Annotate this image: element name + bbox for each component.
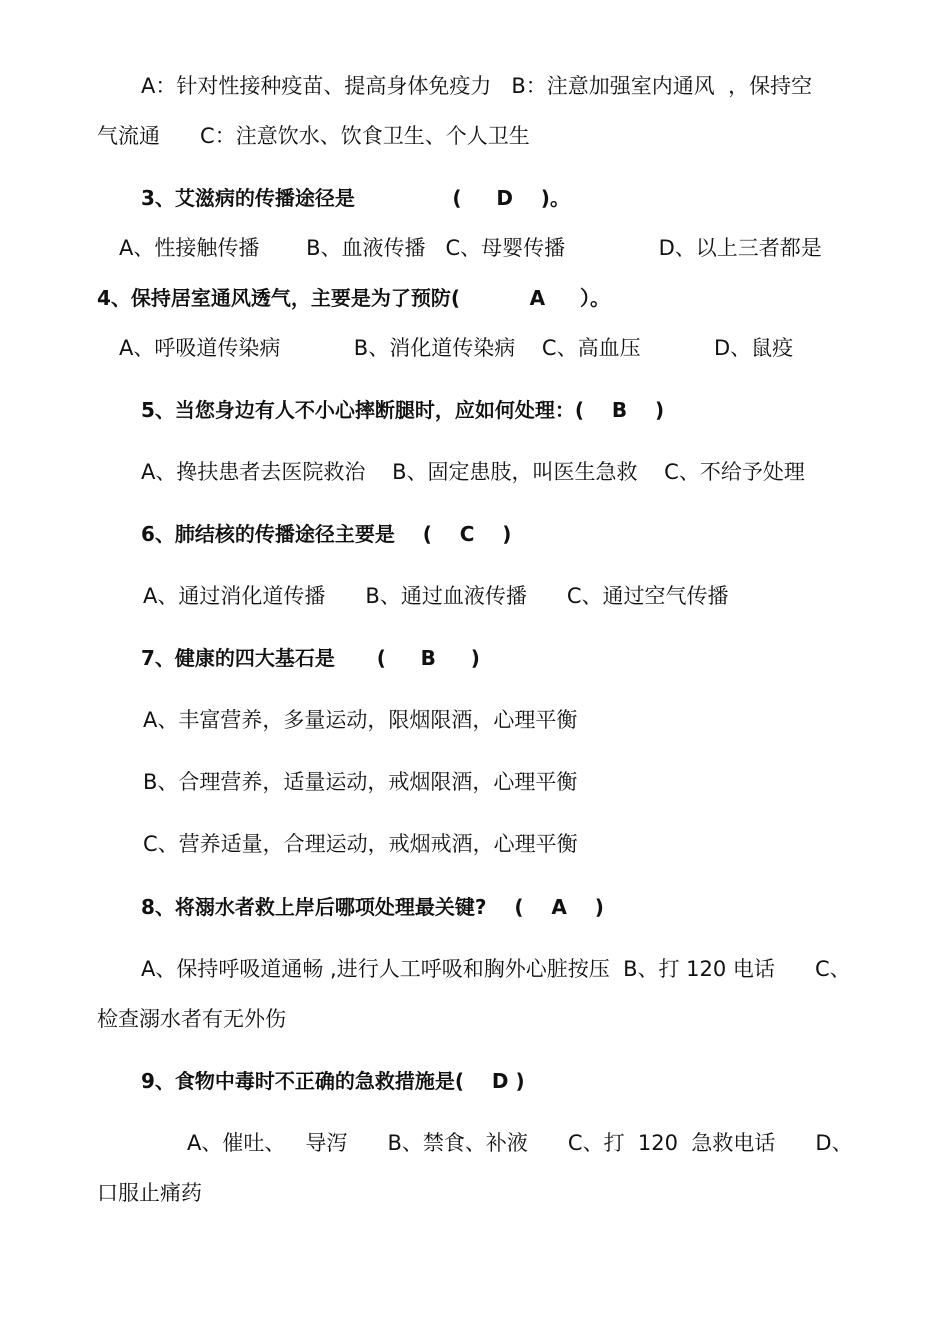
q9-options-line-2: 口服止痛药: [97, 1181, 202, 1205]
q7-option-c: C、营养适量，合理运动，戒烟戒酒，心理平衡: [143, 832, 578, 856]
question-9: 9、食物中毒时不正确的急救措施是( D ): [141, 1069, 525, 1093]
q2-options-line-2: 气流通 C：注意饮水、饮食卫生、个人卫生: [97, 124, 530, 148]
question-6: 6、肺结核的传播途径主要是 ( C ): [141, 522, 512, 546]
question-8: 8、将溺水者救上岸后哪项处理最关键? ( A ): [141, 895, 604, 919]
question-5: 5、当您身边有人不小心摔断腿时，应如何处理：( B ): [141, 398, 665, 422]
question-7: 7、健康的四大基石是 ( B ): [141, 646, 480, 670]
q7-option-a: A、丰富营养，多量运动，限烟限酒，心理平衡: [143, 708, 578, 732]
q8-options-line-1: A、保持呼吸道通畅 ,进行人工呼吸和胸外心脏按压 B、打 120 电话 C、: [141, 957, 851, 981]
q8-options-line-2: 检查溺水者有无外伤: [97, 1007, 286, 1031]
q5-options: A、搀扶患者去医院救治 B、固定患肢，叫医生急救 C、不给予处理: [141, 460, 805, 484]
question-4: 4、保持居室通风透气，主要是为了预防( A ）。: [97, 286, 610, 310]
q4-options: A、呼吸道传染病 B、消化道传染病 C、高血压 D、鼠疫: [119, 336, 794, 360]
q3-options: A、性接触传播 B、血液传播 C、母婴传播 D、以上三者都是: [119, 236, 822, 260]
question-3: 3、艾滋病的传播途径是 ( D )。: [141, 186, 570, 210]
q9-options-line-1: A、催吐、 导泻 B、禁食、补液 C、打 120 急救电话 D、: [187, 1131, 853, 1155]
q7-option-b: B、合理营养，适量运动，戒烟限酒，心理平衡: [143, 770, 578, 794]
q6-options: A、通过消化道传播 B、通过血液传播 C、通过空气传播: [143, 584, 729, 608]
q2-options-line-1: A：针对性接种疫苗、提高身体免疫力 B：注意加强室内通风 ，保持空: [141, 74, 813, 98]
